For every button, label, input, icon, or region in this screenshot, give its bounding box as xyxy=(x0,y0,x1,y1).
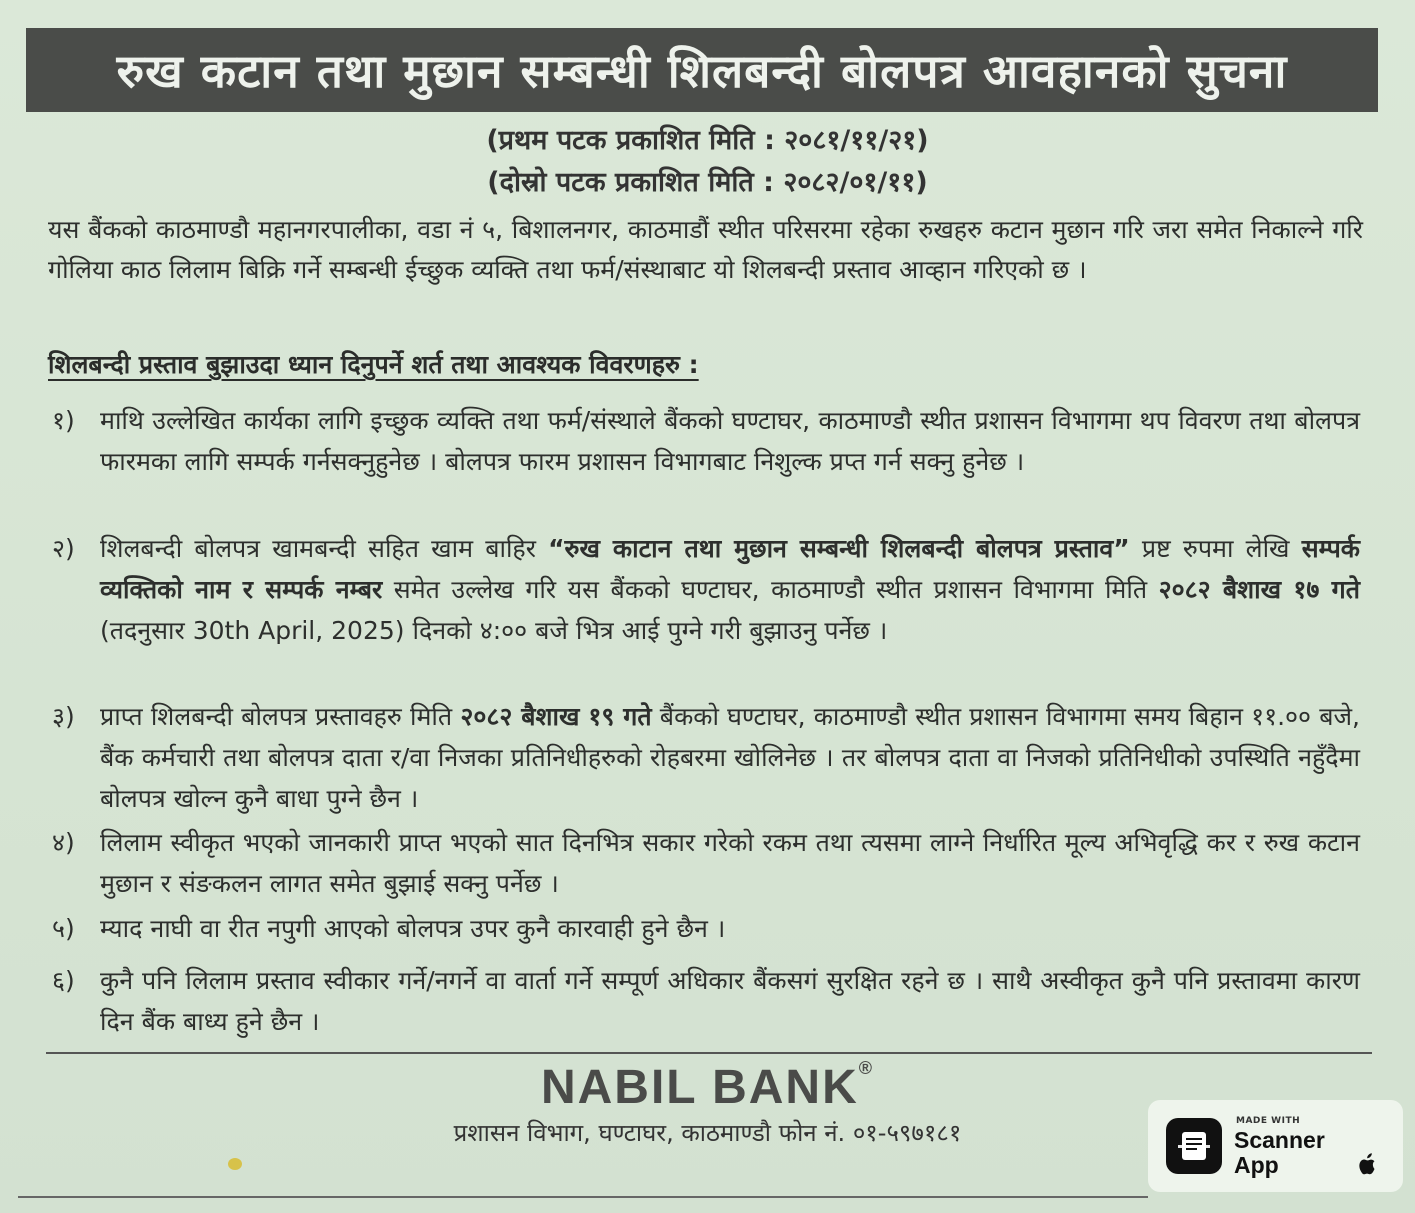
item-number: ५) xyxy=(52,914,75,943)
item-text: माथि उल्लेखित कार्यका लागि इच्छुक व्यक्ति तथा फर्म/संस्थाले बैंकको घण्टाघर, काठमाण्डौ स्थीत प्रशासन विभागमा थप विवरण तथा बोलपत्र फारमका लागि सम्पर्क गर्नसक्नुहुनेछ । बोलपत्र फारम प्रशासन विभागबाट निशुल्क प्रप्त गर्न सक्नु हुनेछ । xyxy=(100,406,1360,476)
condition-item xyxy=(48,528,1360,651)
conditions-heading: शिलबन्दी प्रस्ताव बुझाउदा ध्यान दिनुपर्ने शर्त तथा आवश्यक विवरणहरु : xyxy=(48,350,699,379)
deadline-date: २०८२ बैशाख १७ गते xyxy=(1158,575,1360,604)
condition-item xyxy=(48,960,1360,1042)
first-published-date: (प्रथम पटक प्रकाशित मिति : २०८१/११/२१) xyxy=(486,125,929,156)
notice-title: रुख कटान तथा मुछान सम्बन्धी शिलबन्दी बोलपत्र आवहानको सुचना xyxy=(26,28,1378,112)
item-text: कुनै पनि लिलाम प्रस्ताव स्वीकार गर्ने/नगर्ने वा वार्ता गर्ने सम्पूर्ण अधिकार बैंकसगं सुरक्षित रहने छ । साथै अस्वीकृत कुनै पनि प्रस्तावमा कारण दिन बैंक बाध्य हुने छैन । xyxy=(100,966,1360,1036)
apple-icon xyxy=(1356,1152,1378,1176)
contact-text: सम्पर्क व्यक्तिको नाम र सम्पर्क नम्बर xyxy=(100,534,1360,604)
item-number: ३) xyxy=(52,702,75,731)
item-text: लिलाम स्वीकृत भएको जानकारी प्राप्त भएको सात दिनभित्र सकार गरेको रकम तथा त्यसमा लाग्ने निर्धारित मूल्य अभिवृद्धि कर र रुख कटान मुछान र संङकलन लागत समेत बुझाई सक्नु पर्नेछ । xyxy=(100,828,1360,898)
second-published-date: (दोस्रो पटक प्रकाशित मिति : २०८२/०१/११) xyxy=(487,167,928,198)
item-number: ४) xyxy=(52,828,75,857)
condition-item xyxy=(48,822,1360,904)
condition-item xyxy=(48,400,1360,482)
item-number: २) xyxy=(52,534,75,563)
app-name: Scanner App xyxy=(1234,1127,1325,1178)
bank-logo: NABIL BANK® xyxy=(540,1058,875,1114)
item-number: ६) xyxy=(52,966,75,995)
made-with-label: MADE WITH xyxy=(1236,1116,1301,1126)
item-number: १) xyxy=(52,406,75,435)
envelope-label-text: “रुख काटान तथा मुछान सम्बन्धी शिलबन्दी बोलपत्र प्रस्ताव” xyxy=(548,534,1130,563)
item-text: शिलबन्दी बोलपत्र खामबन्दी सहित खाम बाहिर “रुख काटान तथा मुछान सम्बन्धी शिलबन्दी बोलपत्र प्रस्ताव” प्रष्ट रुपमा लेखि सम्पर्क व्यक्तिको नाम र सम्पर्क नम्बर समेत उल्लेख गरि यस बैंकको घण्टाघर, काठमाण्डौ स्थीत प्रशासन विभागमा मिति २०८२ बैशाख १७ गते (तदनुसार 30th April, 2025) दिनको ४:०० बजे भित्र आई पुग्ने गरी बुझाउनु पर्नेछ । xyxy=(100,534,1360,645)
item-text: म्याद नाघी वा रीत नपुगी आएको बोलपत्र उपर कुनै कारवाही हुने छैन । xyxy=(100,914,726,943)
condition-item xyxy=(48,908,1360,949)
condition-item xyxy=(48,696,1360,819)
footer-divider xyxy=(46,1052,1372,1054)
registered-mark: ® xyxy=(858,1058,875,1078)
intro-paragraph: यस बैंकको काठमाण्डौ महानगरपालीका, वडा नं ५, बिशालनगर, काठमाडौं स्थीत परिसरमा रहेका रुखहरु कटान मुछान गरि जरा समेत निकाल्ने गरि गोलिया काठ लिलाम बिक्रि गर्ने सम्बन्धी ईच्छुक व्यक्ति तथा फर्म/संस्थाबाट यो शिलबन्दी प्रस्ताव आव्हान गरिएको छ । xyxy=(48,215,1363,284)
opening-date: २०८२ बैशाख १९ गते xyxy=(460,702,652,731)
paper-speck xyxy=(228,1158,242,1170)
bank-address: प्रशासन विभाग, घण्टाघर, काठमाण्डौ फोन नं. ०१-५९७१८१ xyxy=(453,1119,962,1147)
scanner-app-icon xyxy=(1166,1118,1222,1174)
scanner-app-watermark xyxy=(1148,1100,1403,1192)
bottom-divider xyxy=(18,1196,1148,1198)
item-text: प्राप्त शिलबन्दी बोलपत्र प्रस्तावहरु मिति २०८२ बैशाख १९ गते बैंकको घण्टाघर, काठमाण्डौ स्थीत प्रशासन विभागमा समय बिहान ११.०० बजे, बैंक कर्मचारी तथा बोलपत्र दाता र/वा निजका प्रतिनिधीहरुको रोहबरमा खोलिनेछ । तर बोलपत्र दाता वा निजको प्रतिनिधीको उपस्थिति नहुँदैमा बोलपत्र खोल्न कुनै बाधा पुग्ने छैन । xyxy=(100,702,1360,813)
